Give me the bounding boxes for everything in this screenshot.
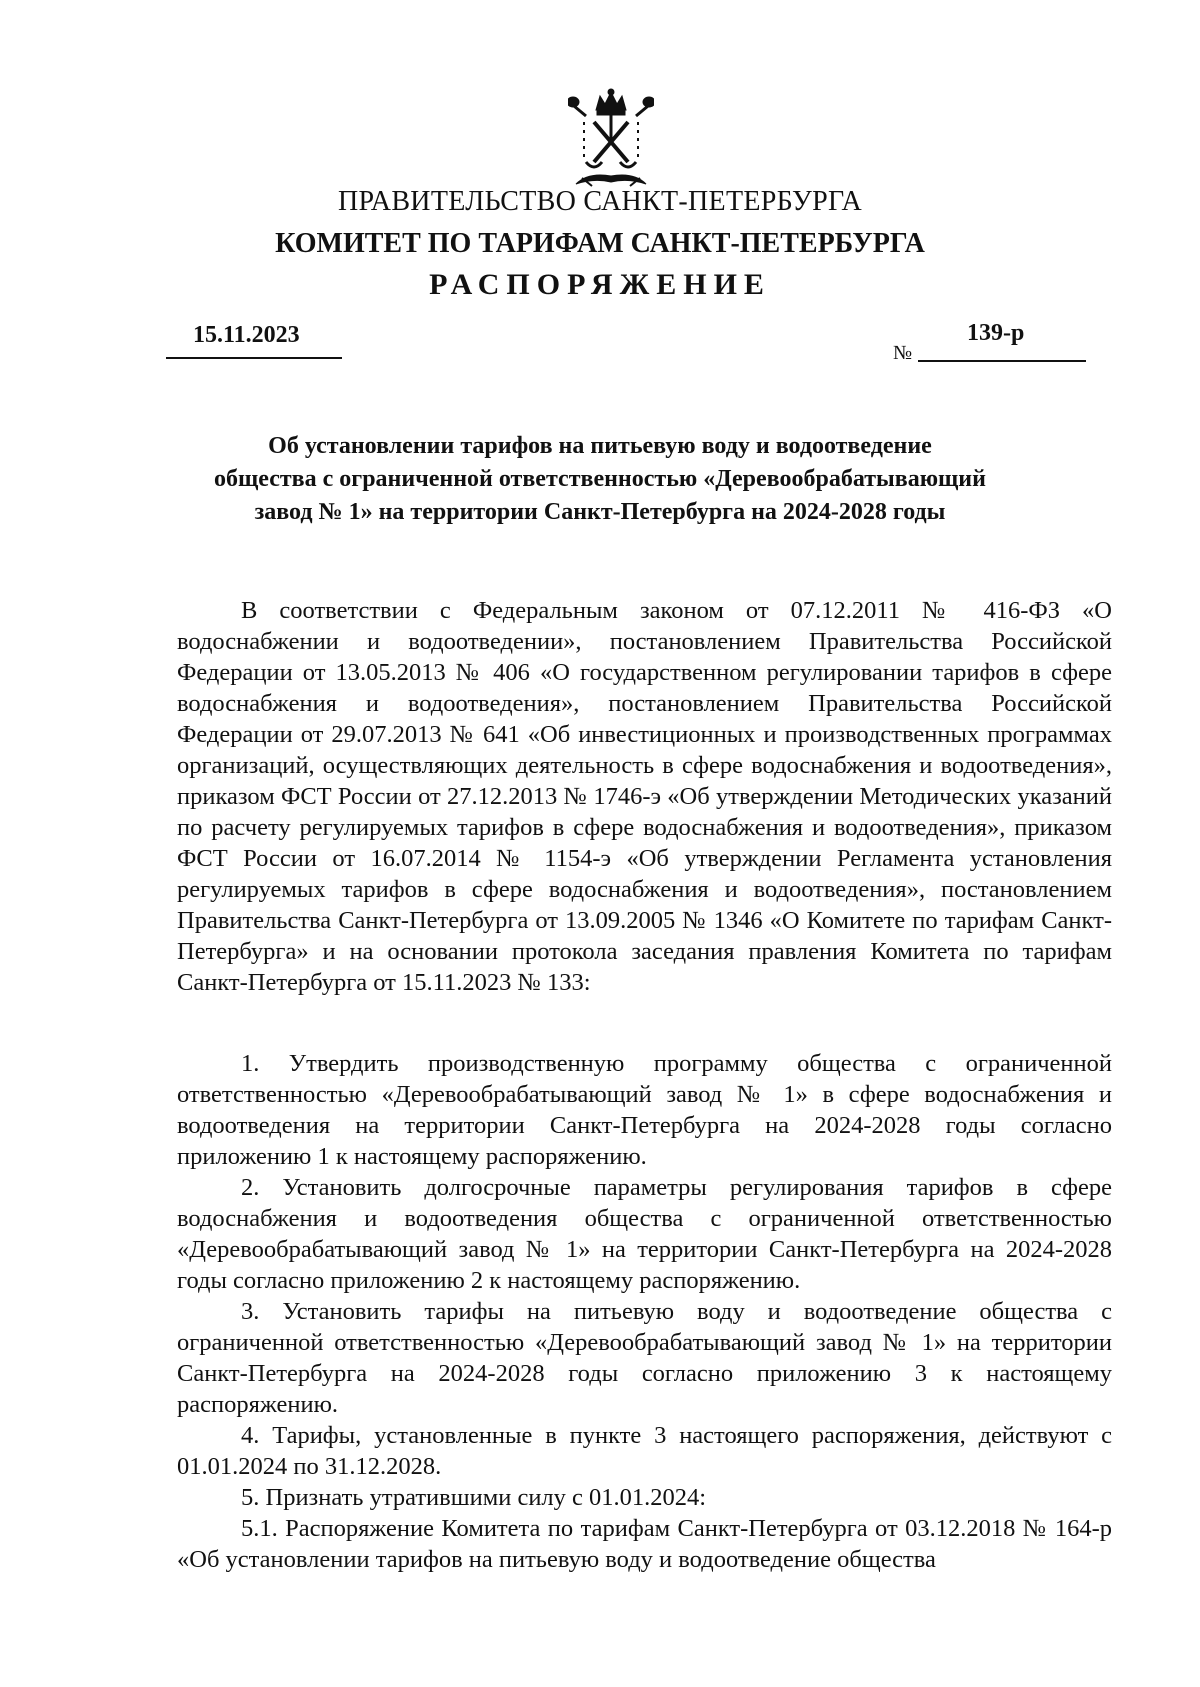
list-item: 3. Установить тарифы на питьевую воду и водоотведение общества с ограниченной ответственностью «Деревообрабатывающий завод № 1» на территории Санкт-Петербурга на 2024-2028 годы согласно приложению 3 к настоящему распоряжению. [177, 1298, 1112, 1418]
committee-name: КОМИТЕТ ПО ТАРИФАМ САНКТ-ПЕТЕРБУРГА [275, 228, 925, 259]
preamble-paragraph: В соответствии с Федеральным законом от 07.12.2011 № 416-ФЗ «О водоснабжении и водоотведении», постановлением Правительства Российской Федерации от 13.05.2013 № 406 «О государственном регулировании тарифов в сфере водоснабжения и водоотведения», постановлением Правительства Российской Федерации от 29.07.2013 № 641 «Об инвестиционных и производственных программах организаций, осуществляющих деятельность в сфере водоснабжения и водоотведения», приказом ФСТ России от 27.12.2013 № 1746-э «Об утверждении Методических указаний по расчету регулируемых тарифов в сфере водоснабжения и водоотведения», приказом ФСТ России от 16.07.2014 № 1154-э «Об утверждении Регламента установления регулируемых тарифов в сфере водоснабжения и водоотведения», постановлением Правительства Санкт-Петербурга от 13.09.2005 № 1346 «О Комитете по тарифам Санкт-Петербурга» и на основании протокола заседания правления Комитета по тарифам Санкт-Петербурга от 15.11.2023 № 133: [177, 597, 1112, 996]
date-underline [166, 357, 342, 359]
list-item: 5.1. Распоряжение Комитета по тарифам Санкт-Петербурга от 03.12.2018 № 164-р «Об установлении тарифов на питьевую воду и водоотведение общества [177, 1515, 1112, 1573]
title-line: общества с ограниченной ответственностью «Деревообрабатывающий [214, 466, 986, 492]
decision-items [177, 1048, 1112, 1575]
document-number: 139-р [967, 320, 1025, 346]
number-sign: № [893, 342, 913, 364]
list-item: 2. Установить долгосрочные параметры регулирования тарифов в сфере водоснабжения и водоотведения общества с ограниченной ответственностью «Деревообрабатывающий завод № 1» на территории Санкт-Петербурга на 2024-2028 годы согласно приложению 2 к настоящему распоряжению. [177, 1174, 1112, 1294]
title-line: Об установлении тарифов на питьевую воду и водоотведение [268, 433, 932, 459]
document-date: 15.11.2023 [193, 322, 300, 348]
number-underline [918, 360, 1086, 362]
list-item: 4. Тарифы, установленные в пункте 3 настоящего распоряжения, действуют с 01.01.2024 по 31.12.2028. [177, 1422, 1112, 1480]
coat-of-arms-icon [568, 88, 654, 188]
preamble [177, 595, 1112, 998]
list-item: 5. Признать утратившими силу с 01.01.2024: [241, 1484, 707, 1511]
document-title [150, 430, 1050, 529]
document-type: РАСПОРЯЖЕНИЕ [429, 268, 771, 301]
title-line: завод № 1» на территории Санкт-Петербурга на 2024-2028 годы [254, 499, 946, 525]
government-name: ПРАВИТЕЛЬСТВО САНКТ-ПЕТЕРБУРГА [338, 186, 862, 217]
list-item: 1. Утвердить производственную программу общества с ограниченной ответственностью «Деревообрабатывающий завод № 1» в сфере водоснабжения и водоотведения на территории Санкт-Петербурга на 2024-2028 годы согласно приложению 1 к настоящему распоряжению. [177, 1050, 1112, 1170]
